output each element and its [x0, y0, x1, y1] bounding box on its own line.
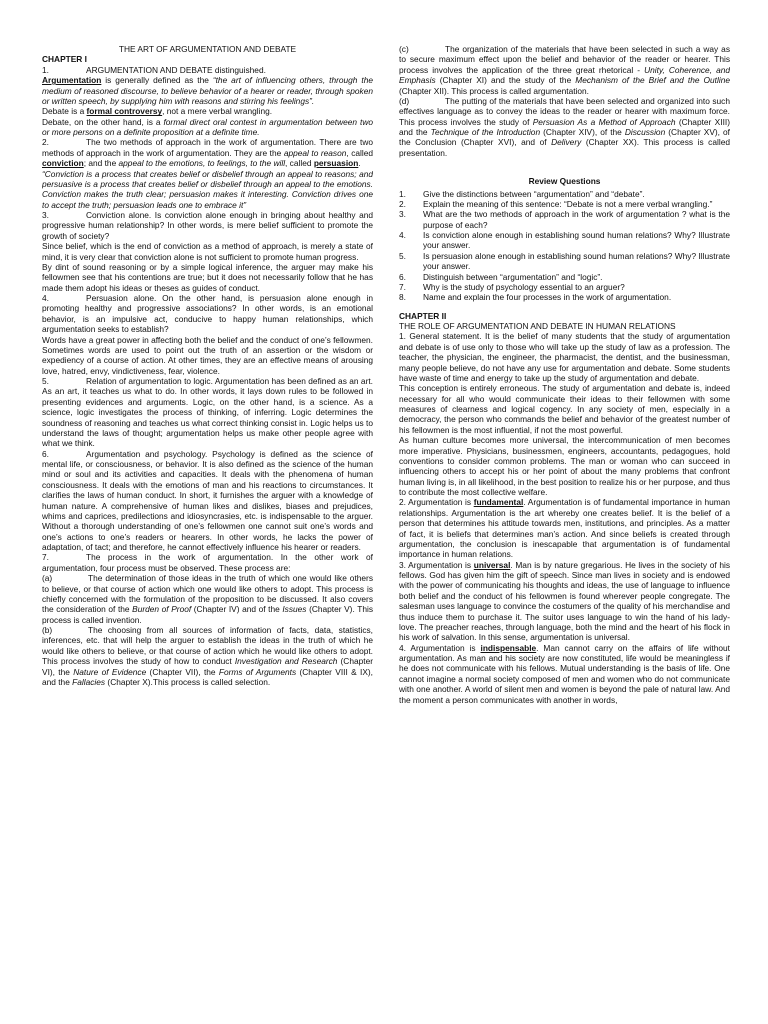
right-column: [399, 44, 730, 1024]
paragraph: 1. General statement. It is the belief of many students that the study of argumentation and debate is of use only to those who will take up the study of law as a profession. The teacher, the physician, the engineer, the pharmacist, the dentist, and the businessman, many people believe, do not have any use for argumentation and debate. Some students have waste of time and energy to take up the study of argumentation and debate.: [399, 331, 730, 383]
persuasion-term: persuasion: [313, 158, 359, 169]
chapter-2-label: CHAPTER II: [399, 310, 447, 321]
review-question: 1. Give the distinctions between “argumentation” and “debate”.: [399, 188, 645, 199]
debate-definition-2: Debate, on the other hand, is a formal direct oral contest in argumentation between two or more persons on a definite proposition at a definite time.: [42, 116, 373, 137]
paragraph: Since belief, which is the end of conviction as a method of approach, is merely a state of mind, it is very clear that conviction alone is not sufficient to promote human progress.: [42, 241, 373, 262]
section-2: 2. The two methods of approach in the work of argumentation. There are two methods of approach in the work of argumentation. They are the appeal to reason, called conviction; and the appeal to the emotions, to feelings, to the will, called persuasion.: [42, 137, 373, 169]
review-question: 7. Why is the study of psychology essential to an arguer?: [399, 281, 625, 292]
review-question: 4. Is conviction alone enough in establishing sound human relations? Why? Illustrate your answer.: [399, 230, 730, 251]
formal-controversy-term: formal controversy: [86, 106, 163, 117]
chapter-2-title: THE ROLE OF ARGUMENTATION AND DEBATE IN HUMAN RELATIONS: [399, 321, 676, 331]
indispensable-term: indispensable: [480, 642, 537, 653]
paragraph: As human culture becomes more universal, the intercommunication of men becomes more imperative. Physicians, businessmen, engineers, accountants, pedagogues, hold conventions to consider common problems. The man or woman who can succeed in influencing others to accept his or her point of about the many problems that confront human living is, in all likelihood, in the best position to realize his or her purpose, and thus to contribute the most collective welfare.: [399, 435, 730, 497]
paragraph: By dint of sound reasoning or by a simple logical inference, the arguer may make his fellowmen see that his contentions are true; but it does not necessarily follow that he has made them adopt his ideas or theses as guides of conduct.: [42, 261, 373, 293]
argumentation-term: Argumentation: [42, 75, 102, 86]
review-question: 3. What are the two methods of approach in the work of argumentation ? what is the purpose of each?: [399, 209, 730, 230]
review-question: 2. Explain the meaning of this sentence: “Debate is not a mere verbal wrangling.”: [399, 198, 713, 209]
left-column: [42, 44, 373, 974]
section-4: 4. Persuasion alone. On the other hand, is persuasion alone enough in promoting healthy and progressive associations? In other words, is an emotional behavior, is an impulsive act, conducive to happy human relationships, which argumentation seeks to establish?: [42, 293, 373, 335]
document-title: THE ART OF ARGUMENTATION AND DEBATE: [118, 44, 297, 54]
fundamental-term: fundamental: [473, 497, 524, 508]
review-questions-heading: Review Questions: [528, 176, 601, 187]
paragraph: This conception is entirely erroneous. The study of argumentation and debate is, indeed necessary for all who would communicate their ideas to their fellowmen with some measures of clearness and logical cogency. In any society of men, especially in a democracy, the person who commands the belief and behavior of the greatest number of his fellowmen is the most influential, if not the most powerful.: [399, 383, 730, 435]
conviction-quote: “Conviction is a process that creates belief or disbelief through an appeal to reasons; and persuasive is a process that creates belief or disbelief through an appeal to the emotions. Conviction makes the truth clear; persuasion makes it interesting. Conviction drives one to accept the truth; persuasion leads one to embrace it”: [42, 168, 373, 210]
fundamental-paragraph: 2. Argumentation is fundamental. Argumentation is of fundamental importance in human relationships. Argumentation is the art whereby one creates belief. It is the belief of a person that determines his attitude towards men, institutions, and principles. As a matter of fact, it is beliefs that determines man’s action. And since beliefs is created through argumentation, the conclusion is inescapable that argumentation is of fundamental importance in human relations.: [399, 497, 730, 560]
argumentation-definition: Argumentation is generally defined as the “the art of influencing others, through the medium of reasoned discourse, to believe behavior of a hearer or reader, through spoken or written speech, by supplying him with reasons and stirring his feelings”.: [42, 75, 373, 106]
review-question: 5. Is persuasion alone enough in establishing sound human relations? Why? Illustrate your answer.: [399, 250, 730, 272]
section-3: 3. Conviction alone. Is conviction alone enough in bringing about healthy and progressive human relationship? In other words, is mere belief sufficient to promote the growth of society?: [42, 210, 373, 241]
debate-definition: Debate is a formal controversy, not a mere verbal wrangling.: [42, 106, 273, 117]
paragraph: Words have a great power in affecting both the belief and the conduct of one’s fellowmen. Sometimes words are used to point out the truth of an assertion or the wisdom or expediency of a course of action. At other times, they are an effective means of arousing love, hatred, envy, vindictiveness, fear, violence.: [42, 334, 373, 376]
section-5: 5. Relation of argumentation to logic. Argumentation has been defined as an art. As an art, it teaches us what to do. In other words, it lays down rules to be followed in presenting evidences and arguments. Logic, on the other hand, is a science. As a science, logic investigates the process of thinking, of inferring. Logic determines the soundness of reasoning and teaches us what correct thinking consist in. Logic helps us to understand the laws of thought; argumentation helps us make other people agree with what we think.: [42, 376, 373, 449]
chapter-1-label: CHAPTER I: [42, 54, 87, 65]
section-7: 7. The process in the work of argumentation. In the other work of argumentation, four process must be observed. These process are:: [42, 552, 373, 573]
review-questions-list: [399, 189, 730, 303]
process-d: (d) The putting of the materials that have been selected and organized into such effectives language as to convey the ideas to the reader or hearer with maximum force. This process involves the study of Persuasion As a Method of Approach (Chapter XIII) and the Technique of the Introduction (Chapter XIV), of the Discussion (Chapter XV), of the Conclusion (Chapter XVI), and of Delivery (Chapter XX). This process is called presentation.: [399, 95, 730, 158]
conviction-term: conviction: [42, 158, 84, 169]
review-question: 6. Distinguish between “argumentation” and “logic”.: [399, 271, 603, 282]
universal-term: universal: [473, 559, 511, 570]
indispensable-paragraph: 4. Argumentation is indispensable. Man cannot carry on the affairs of life without argumentation. As man and his society are now constituted, life would be meaningless if he does not communicate with his fellows. Mutual understanding is the basis of life. One cannot imagine a normal society composed of men and women who do not communicate with one another. A world of silent men and women is beyond the pale of natural law. And the moment a person communicates with another in words,: [399, 642, 730, 705]
process-b: (b) The choosing from all sources of information of facts, data, statistics, inferences, etc. that will help the arguer to establish the ideas in the truth of which he would like others to believe, or that course of action which he would like others to adopt. This process involves the study of how to conduct Investigation and Research (Chapter VI), the Nature of Evidence (Chapter VII), the Forms of Arguments (Chapter VIII & IX), and the Fallacies (Chapter X).This process is called selection.: [42, 625, 373, 687]
process-c: (c) The organization of the materials that have been selected in such a way as to secure maximum effect upon the belief and behavior of the reader or hearer. This process involves the application of the three great rhetorical - Unity, Coherence, and Emphasis (Chapter XI) and the study of the Mechanism of the Brief and the Outline (Chapter XII). This process is called argumentation.: [399, 44, 730, 96]
section-6: 6. Argumentation and psychology. Psychology is defined as the science of mental life, or consciousness, or behavior. It is also defined as the science of the human mind or soul and its activities and capacities. It deals with the phenomena of human consciousness. It deals with the emotions of man and his reactions to circumstances. It clarifies the laws of human conduct. In short, it furnishes the arguer with a knowledge of human nature. A comprehensive of human likes and dislikes, biases and prejudices, whims and caprices, predilections and idiosyncrasies, etc. is indispensable to the arguer. Without a thorough understanding of one’s fellowmen one cannot suit one’s words and one’s actions to one’s readers or hearers. In other words, he lacks the power of adaptation, of tact; and therefore, he cannot effectively influence his hearer or readers.: [42, 448, 373, 552]
section-number: 1.: [42, 64, 49, 75]
universal-paragraph: 3. Argumentation is universal. Man is by nature gregarious. He lives in the society of his fellows. God has given him the gift of speech. Since man lives in society and is endowed with the power of communicating his thoughts and ideas, the use of language to influence both belief and the conduct of his fellowmen is found wherever people congregate. The salesman uses language to convince the costumers of the quality of his merchandise and thus induce them to purchase it. The suitor uses language to win the hand of his lady-love. The preacher reaches, through language, both the mind and the heart of his flock in his work of salvation. In this sense, argumentation is universal.: [399, 559, 730, 643]
process-a: (a) The determination of those ideas in the truth of which one would like others to believe, or that course of action which one would like others to adopt. This process is chiefly concerned with the formulation of the proposition to be discussed. It also covers the consideration of the Burden of Proof (Chapter IV) and of the Issues (Chapter V). This process is called invention.: [42, 573, 373, 625]
section-1-heading: 1. ARGUMENTATION AND DEBATE distinguished.: [42, 64, 266, 75]
review-question: 8. Name and explain the four processes in the work of argumentation.: [399, 292, 672, 303]
